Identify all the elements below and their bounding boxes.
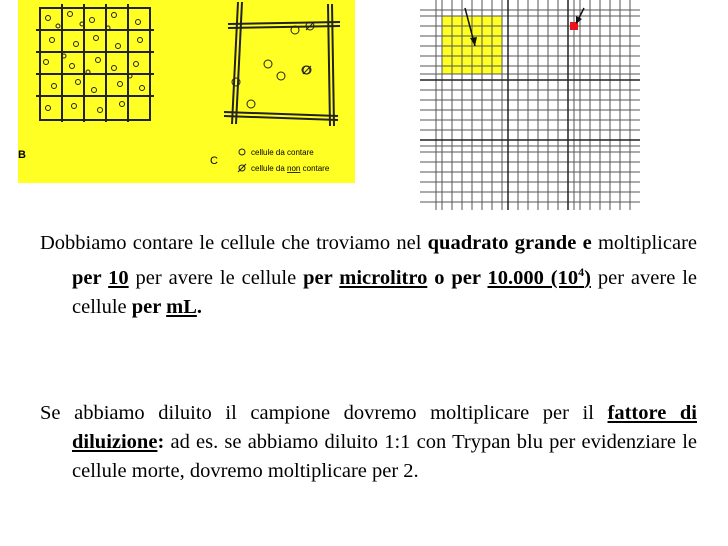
p1-text-4: per avere le cellule: [72, 266, 698, 318]
p1-text-2: moltiplicare: [591, 232, 697, 254]
paragraph-count-large-square: [40, 229, 697, 322]
legend-nocount-text: cellule da non contare: [251, 164, 330, 173]
p1-bold-per-ml: per mL.: [131, 295, 202, 318]
legend-count-icon: [239, 149, 245, 155]
p1-text-1: Dobbiamo contare le cellule che troviamo nel: [40, 232, 428, 254]
legend-count-text: cellule da contare: [251, 148, 314, 157]
grid-c: [224, 2, 340, 126]
hemocytometer-drawing-left: [18, 0, 355, 183]
p2-bold-fattore-diluizione: fattore di diluizione: [72, 402, 697, 453]
cells-b: [44, 12, 145, 113]
label-b: B: [18, 149, 26, 161]
p1-bold-per-10: per 10: [72, 266, 129, 289]
p1-text-3: per avere le cellule: [128, 266, 304, 289]
cells-c: [232, 22, 314, 108]
p2-bold-colon: :: [157, 431, 165, 453]
p1-bold-per-microlitro: per microlitro: [303, 266, 428, 289]
chamber-drawings: [18, 0, 355, 183]
neubauer-grid: [420, 0, 640, 214]
paragraph-dilution-factor: [40, 399, 697, 486]
p1-bold-o-per-10000: o per 10.000 $(10^4)$: [427, 265, 591, 289]
p2-text-1: Se abbiamo diluito il campione dovremo moltiplicare per il: [40, 402, 608, 424]
p1-bold-quadrato-grande: quadrato grande: [427, 232, 577, 254]
p2-text-2: ad es. se abbiamo diluito 1:1 con Trypan blu per evidenziare le cellule morte, dovremo moltiplicare per 2.: [72, 431, 697, 482]
label-c: C: [210, 155, 218, 167]
p1-bold-e: e: [576, 232, 592, 254]
hemocytometer-grid-right: [420, 0, 640, 214]
grid-b: [36, 4, 154, 122]
